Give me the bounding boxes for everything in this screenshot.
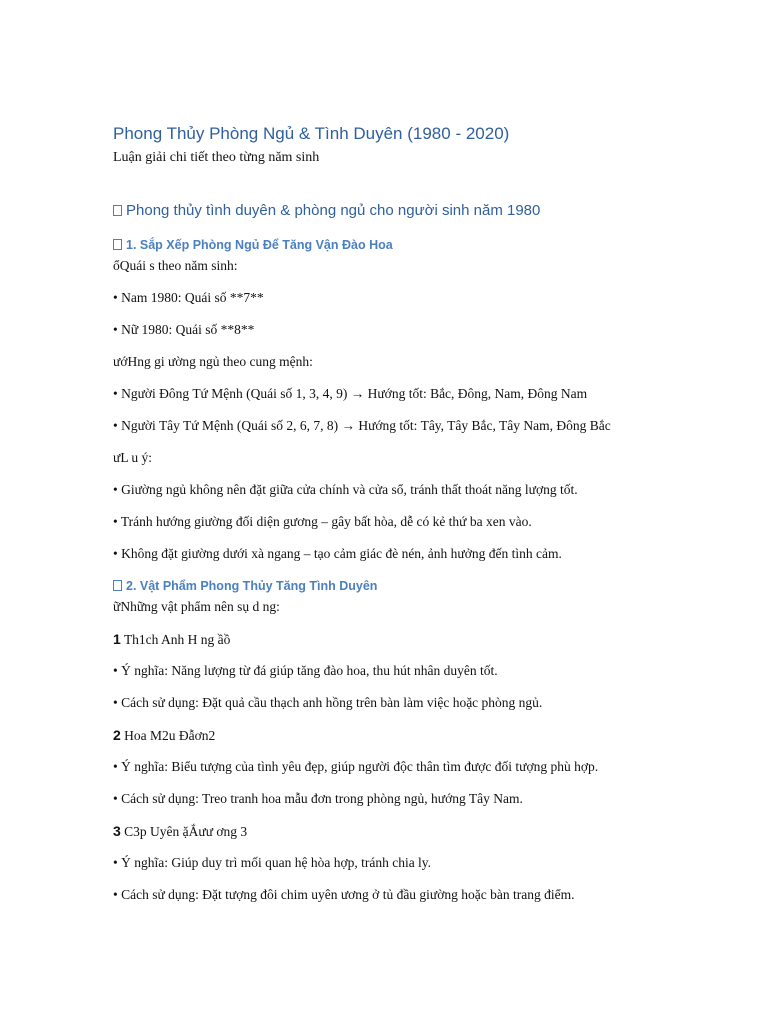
item-title-text: Th1ch Anh H ng ầồ <box>123 632 231 647</box>
list-item: • Ý nghĩa: Năng lượng từ đá giúp tăng đào hoa, thu hút nhân duyên tốt. <box>113 663 498 678</box>
page-subtitle: Luận giải chi tiết theo từng năm sinh <box>113 150 320 165</box>
list-item: • Người Tây Tứ Mệnh (Quái số 2, 6, 7, 8) → Hướng tốt: Tây, Tây Bắc, Tây Nam, Đông Bắc <box>113 418 611 433</box>
missing-glyph-icon <box>113 205 122 216</box>
item-title-text: Hoa M2u Đẫơn2 <box>124 728 216 743</box>
item-title-text: C3p Uyên ặẮưư ơng 3 <box>124 824 248 839</box>
huong-label: ướHng gi ường ngủ theo cung mệnh: <box>113 354 313 369</box>
list-item: • Cách sử dụng: Đặt quả cầu thạch anh hồng trên bàn làm việc hoặc phòng ngủ. <box>113 695 543 710</box>
list-item: • Giường ngủ không nên đặt giữa cửa chính và cửa sổ, tránh thất thoát năng lượng tốt. <box>113 482 578 497</box>
item-number: 3 <box>113 823 121 839</box>
list-item: • Tránh hướng giường đối diện gương – gây bất hòa, dễ có kẻ thứ ba xen vào. <box>113 514 532 529</box>
list-item: • Ý nghĩa: Giúp duy trì mối quan hệ hòa hợp, tránh chia ly. <box>113 855 432 870</box>
list-item: • Ý nghĩa: Biểu tượng của tình yêu đẹp, giúp người độc thân tìm được đối tượng phù hợp. <box>113 759 599 774</box>
list-item: • Người Đông Tứ Mệnh (Quái số 1, 3, 4, 9) → Hướng tốt: Bắc, Đông, Nam, Đông Nam <box>113 386 588 401</box>
quai-label: ổQuái s theo năm sinh: <box>113 258 238 273</box>
part1-heading-text: 1. Sắp Xếp Phòng Ngủ Để Tăng Vận Đào Hoa <box>126 238 393 252</box>
luu-label: ưL u ý: <box>113 450 153 465</box>
list-item: • Cách sử dụng: Treo tranh hoa mẫu đơn trong phòng ngủ, hướng Tây Nam. <box>113 791 523 806</box>
list-item: • Nam 1980: Quái số **7** <box>113 290 264 305</box>
list-item: • Không đặt giường dưới xà ngang – tạo cảm giác đè nén, ảnh hưởng đến tình cảm. <box>113 546 562 561</box>
part2-heading-text: 2. Vật Phẩm Phong Thủy Tăng Tình Duyên <box>126 579 378 593</box>
part2-heading <box>113 579 377 593</box>
item-title <box>113 823 247 840</box>
item-title <box>113 631 230 648</box>
item-number: 1 <box>113 631 121 647</box>
page-title: Phong Thủy Phòng Ngủ & Tình Duyên (1980 - 2020) <box>113 124 510 143</box>
item-number: 2 <box>113 727 121 743</box>
part1-heading <box>113 238 393 252</box>
list-item: • Cách sử dụng: Đặt tượng đôi chim uyên ương ở tủ đầu giường hoặc bàn trang điểm. <box>113 887 575 902</box>
list-item: • Nữ 1980: Quái số **8** <box>113 322 255 337</box>
missing-glyph-icon <box>113 580 122 591</box>
missing-glyph-icon <box>113 239 122 250</box>
item-title <box>113 727 215 744</box>
section-heading <box>113 202 540 219</box>
section-heading-text: Phong thủy tình duyên & phòng ngủ cho người sinh năm 1980 <box>126 202 541 219</box>
part2-intro: ữNhững vật phẩm nên sụ d ng: <box>113 599 280 614</box>
